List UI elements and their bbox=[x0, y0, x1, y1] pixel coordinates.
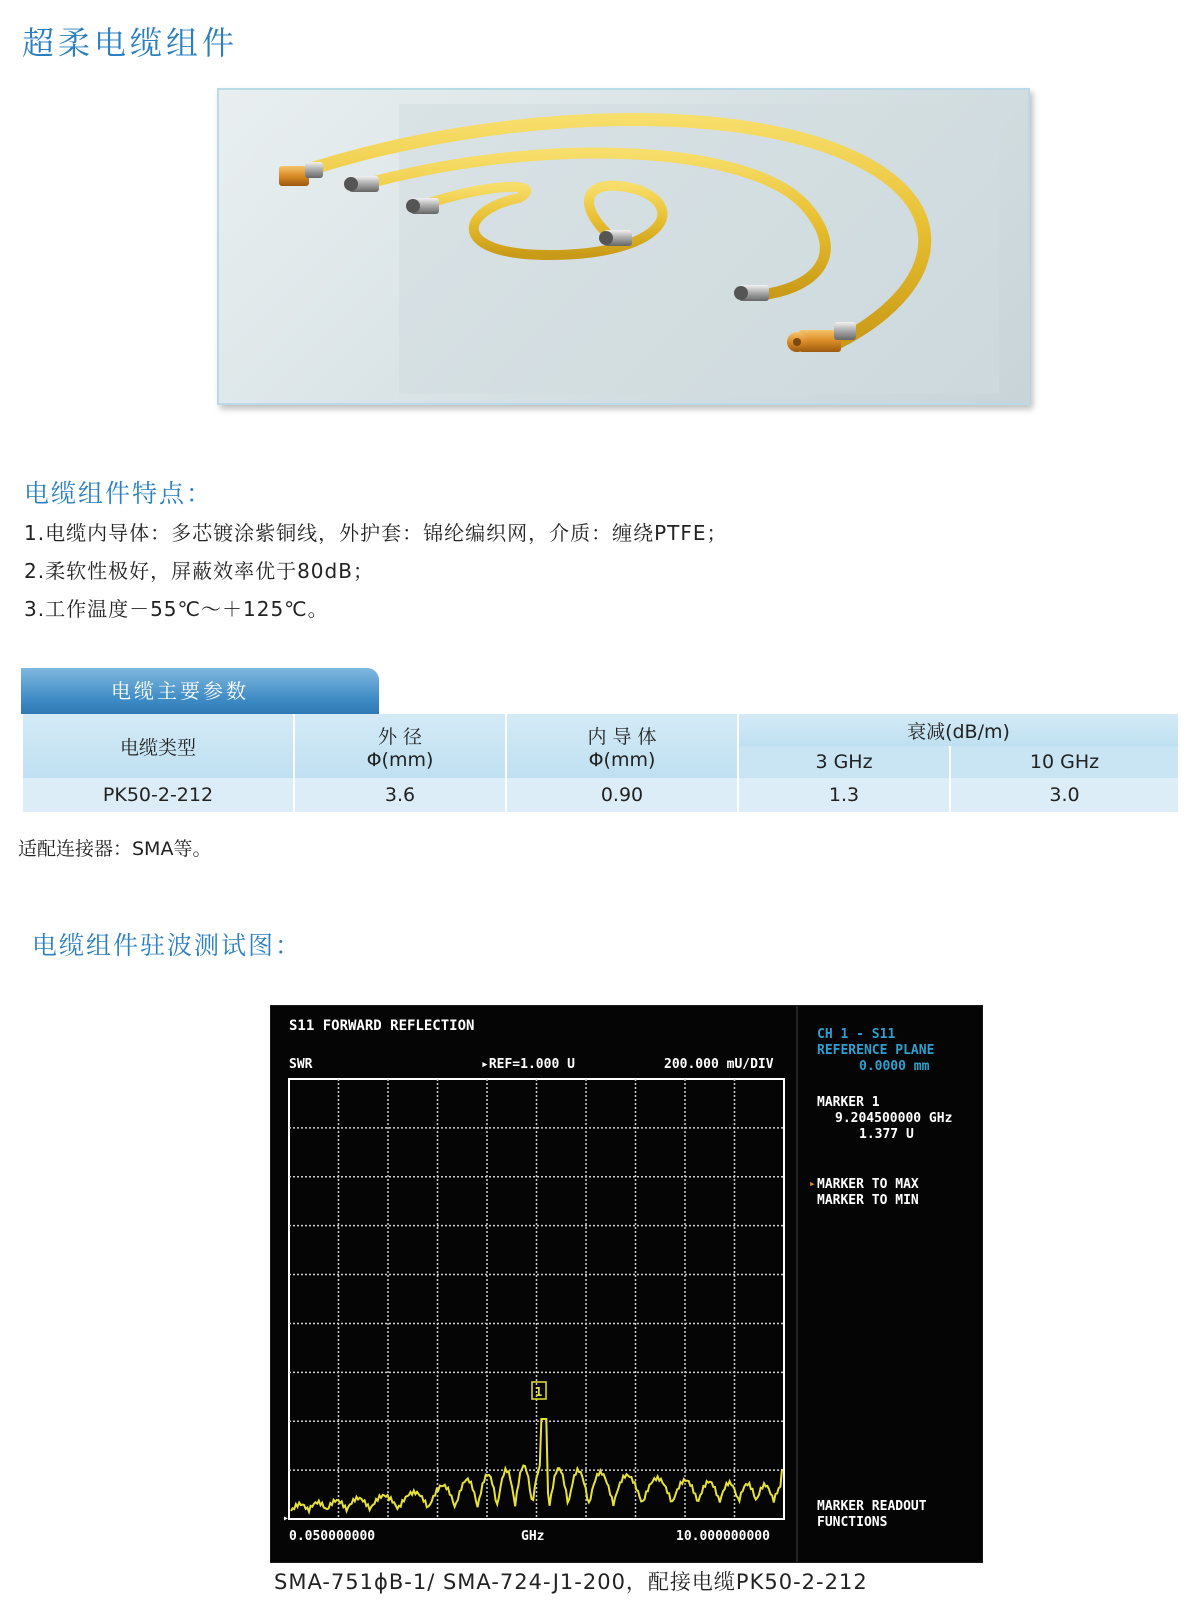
menu-marker-to-max[interactable]: MARKER TO MAX bbox=[817, 1177, 919, 1192]
header-inner bbox=[507, 714, 737, 778]
cell-type: PK50-2-212 bbox=[23, 778, 293, 812]
cell-atten-3ghz: 1.3 bbox=[739, 778, 949, 812]
marker-tag: 1 bbox=[535, 1385, 543, 1399]
connector-note: 适配连接器：SMA等。 bbox=[18, 838, 212, 860]
gold-connector-left bbox=[279, 162, 323, 186]
freq-unit: GHz bbox=[521, 1529, 545, 1544]
functions-label: FUNCTIONS bbox=[817, 1515, 888, 1530]
marker-label: MARKER 1 bbox=[817, 1095, 880, 1110]
header-atten: 衰减(dB/m) bbox=[739, 714, 1178, 746]
channel-label: CH 1 - S11 bbox=[817, 1027, 896, 1042]
page-title: 超柔电缆组件 bbox=[22, 24, 239, 62]
params-table bbox=[21, 714, 1180, 812]
feature-item-2: 2.柔软性极好，屏蔽效率优于80dB； bbox=[24, 559, 374, 583]
menu-marker-to-min[interactable]: MARKER TO MIN bbox=[817, 1193, 919, 1208]
plot-grid bbox=[289, 1079, 784, 1519]
ref-label: ▸REF=1.000 U bbox=[481, 1057, 575, 1072]
vswr-caption: SMA-751ϕB-1/ SMA-724-J1-200，配接电缆PK50-2-212 bbox=[274, 1570, 868, 1594]
screen-title: S11 FORWARD REFLECTION bbox=[289, 1018, 475, 1034]
header-outer-line1: 外 径 bbox=[377, 725, 423, 748]
ref-arrow: ▸ bbox=[283, 1513, 290, 1524]
ref-plane-label: REFERENCE PLANE bbox=[817, 1043, 935, 1058]
header-10ghz: 10 GHz bbox=[951, 746, 1178, 778]
swr-label: SWR bbox=[289, 1057, 313, 1072]
stop-freq: 10.000000000 bbox=[676, 1529, 770, 1544]
cell-outer: 3.6 bbox=[295, 778, 505, 812]
header-outer bbox=[295, 714, 505, 778]
header-inner-line2: Φ(mm) bbox=[588, 748, 656, 771]
header-3ghz: 3 GHz bbox=[739, 746, 949, 778]
marker-readout-label: MARKER READOUT bbox=[817, 1499, 927, 1514]
feature-item-3: 3.工作温度－55℃～＋125℃。 bbox=[24, 597, 329, 621]
start-freq: 0.050000000 bbox=[289, 1529, 376, 1544]
cell-inner: 0.90 bbox=[507, 778, 737, 812]
scale-label: 200.000 mU/DIV bbox=[664, 1057, 774, 1072]
cell-atten-10ghz: 3.0 bbox=[951, 778, 1178, 812]
marker-1 bbox=[532, 1382, 546, 1399]
params-tab: 电缆主要参数 bbox=[21, 668, 379, 714]
header-outer-line2: Φ(mm) bbox=[366, 748, 434, 771]
marker-freq: 9.204500000 GHz bbox=[835, 1111, 953, 1126]
feature-item-1: 1.电缆内导体：多芯镀涂紫铜线，外护套：锦纶编织网，介质：缠绕PTFE； bbox=[24, 521, 728, 545]
vswr-heading: 电缆组件驻波测试图： bbox=[32, 931, 303, 960]
header-inner-line1: 内 导 体 bbox=[587, 725, 657, 748]
marker-value: 1.377 U bbox=[859, 1127, 914, 1142]
vswr-analyzer-screen bbox=[270, 1005, 983, 1563]
menu-pointer-icon: ▸ bbox=[809, 1177, 816, 1190]
features-heading: 电缆组件特点： bbox=[24, 479, 214, 508]
ref-plane-value: 0.0000 mm bbox=[859, 1059, 930, 1074]
cable-assembly-photo bbox=[217, 88, 1030, 405]
header-type: 电缆类型 bbox=[23, 714, 293, 778]
